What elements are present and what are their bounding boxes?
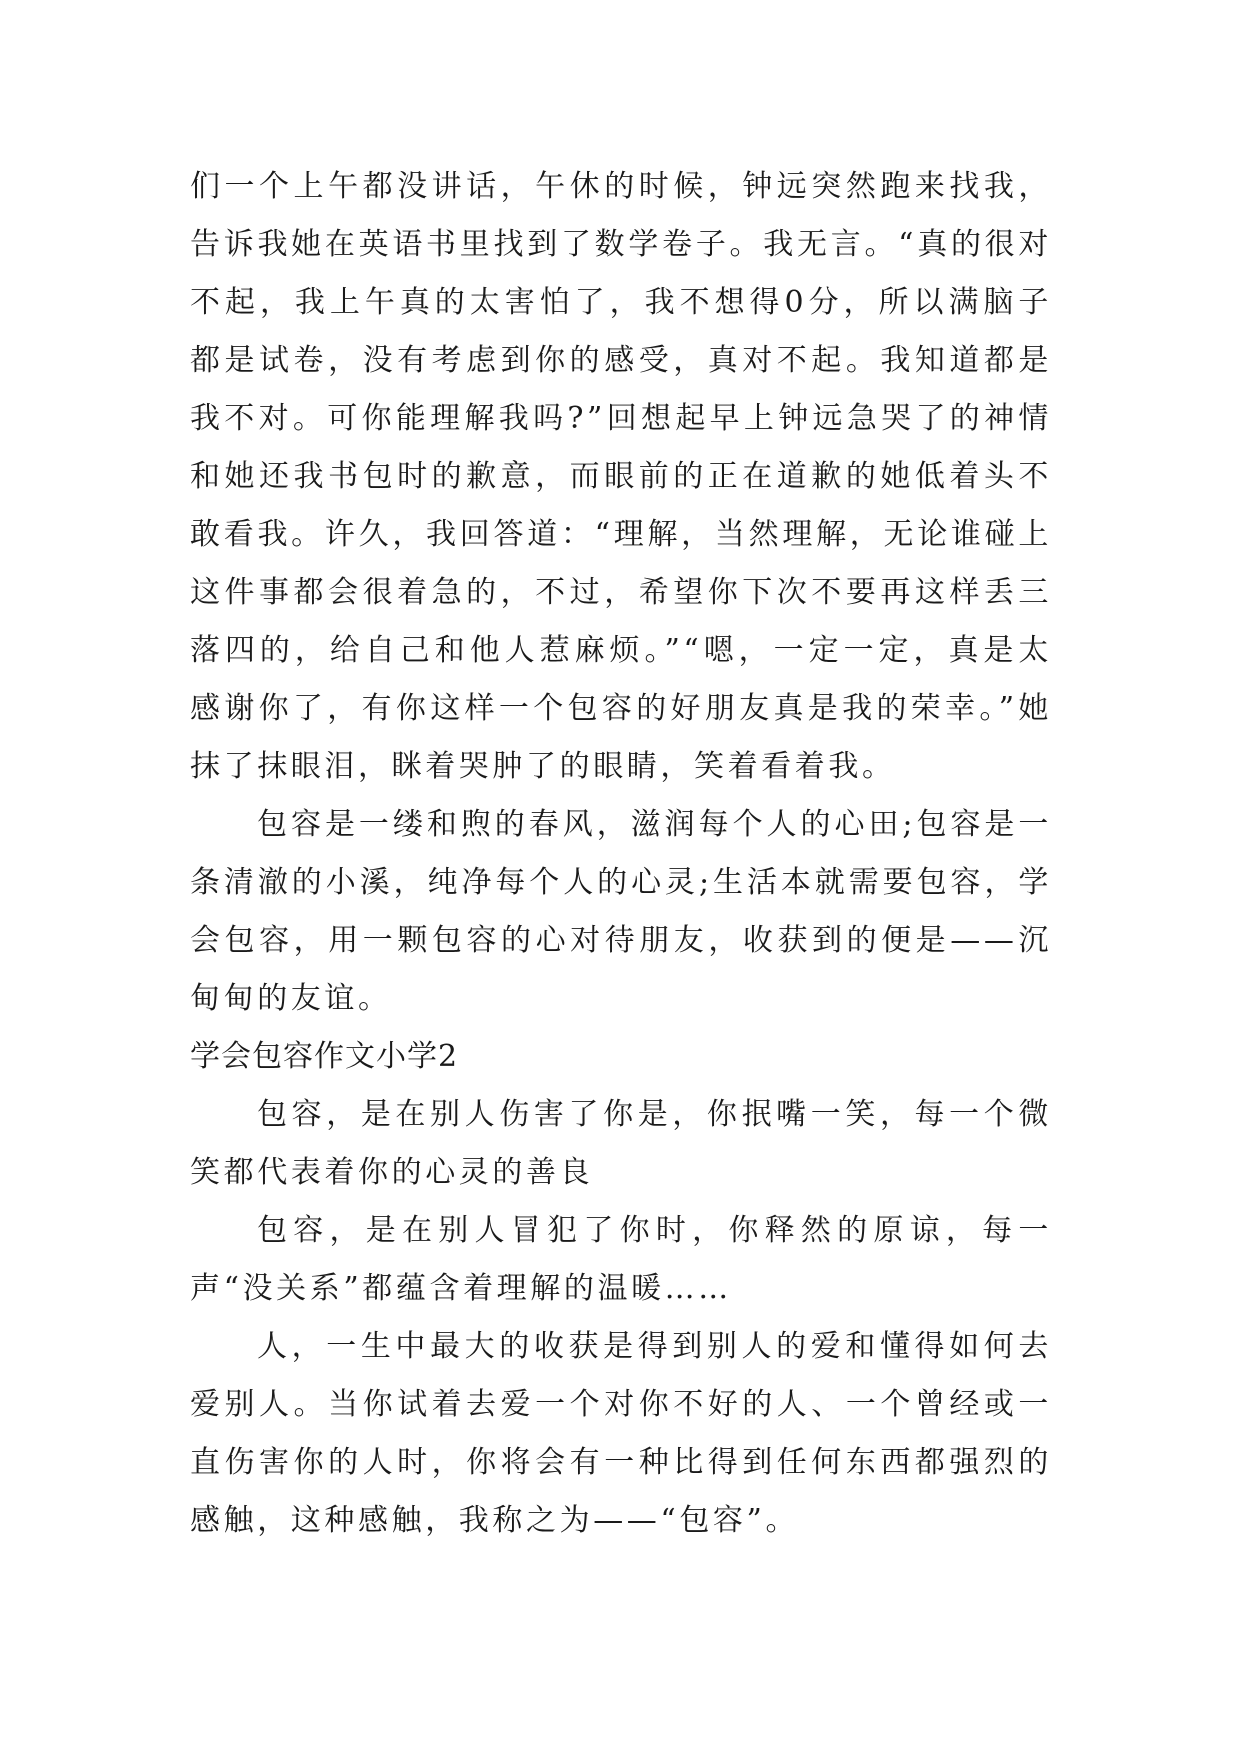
paragraph-tolerance-spring-breeze: 包容是一缕和煦的春风，滋润每个人的心田;包容是一条清澈的小溪，纯净每个人的心灵;生活本就需要包容，学会包容，用一颗包容的心对待朋友，收获到的便是——沉甸甸的友谊。 (190, 807, 1052, 1016)
document-body (190, 158, 1052, 1550)
section-heading: 学会包容作文小学2 (190, 1039, 459, 1074)
paragraph-continuation: 们一个上午都没讲话，午休的时候，钟远突然跑来找我，告诉我她在英语书里找到了数学卷子。我无言。“真的很对不起，我上午真的太害怕了，我不想得0分，所以满脑子都是试卷，没有考虑到你的感受，真对不起。我知道都是我不对。可你能理解我吗?”回想起早上钟远急哭了的神情和她还我书包时的歉意，而眼前的正在道歉的她低着头不敢看我。许久，我回答道：“理解，当然理解，无论谁碰上这件事都会很着急的，不过，希望你下次不要再这样丢三落四的，给自己和他人惹麻烦。”“嗯，一定一定，真是太感谢你了，有你这样一个包容的好朋友真是我的荣幸。”她抹了抹眼泪，眯着哭肿了的眼睛，笑着看着我。 (190, 169, 1052, 784)
paragraph-tolerance-love: 人，一生中最大的收获是得到别人的爱和懂得如何去爱别人。当你试着去爱一个对你不好的人、一个曾经或一直伤害你的人时，你将会有一种比得到任何东西都强烈的感触，这种感触，我称之为——“包容”。 (190, 1329, 1052, 1538)
paragraph-tolerance-forgive: 包容，是在别人冒犯了你时，你释然的原谅，每一声“没关系”都蕴含着理解的温暖…… (190, 1213, 1052, 1306)
paragraph-tolerance-smile: 包容，是在别人伤害了你是，你抿嘴一笑，每一个微笑都代表着你的心灵的善良 (190, 1097, 1052, 1190)
